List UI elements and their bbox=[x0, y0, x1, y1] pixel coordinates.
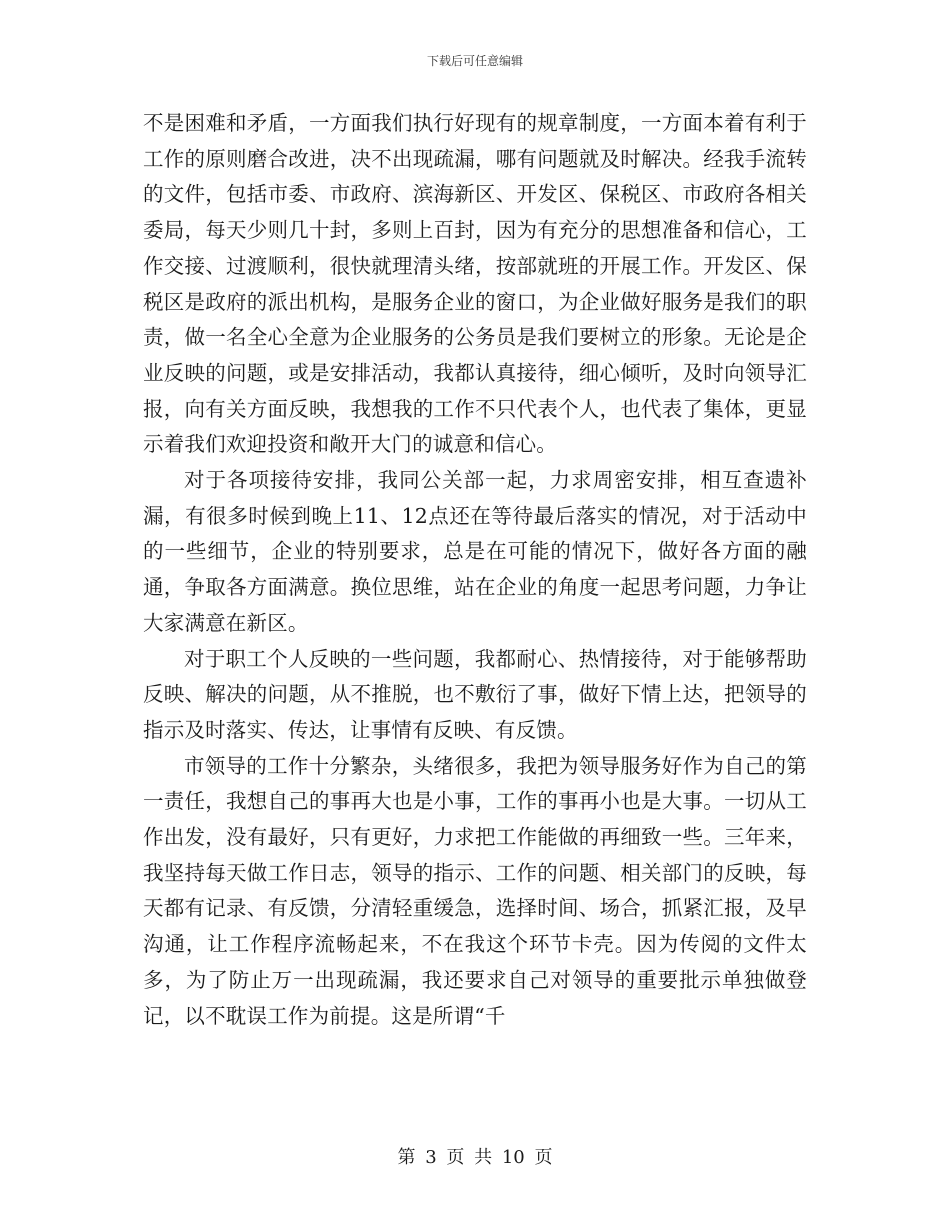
page-header: 下载后可任意编辑 bbox=[426, 54, 523, 68]
page-footer: 第 3 页 共 10 页 bbox=[397, 1147, 553, 1168]
paragraph: 不是困难和矛盾，一方面我们执行好现有的规章制度，一方面本着有利于工作的原则磨合改进，决不出现疏漏，哪有问题就及时解决。经我手流转的文件，包括市委、市政府、滨海新区、开发区、保税区、市政府各相关委局，每天少则几十封，多则上百封，因为有充分的思想准备和信心，工作交接、过渡顺利，很快就理清头绪，按部就班的开展工作。开发区、保税区是政府的派出机构，是服务企业的窗口，为企业做好服务是我们的职责，做一名全心全意为企业服务的公务员是我们要树立的形象。无论是企业反映的问题，或是安排活动，我都认真接待，细心倾听，及时向领导汇报，向有关方面反映，我想我的工作不只代表个人，也代表了集体，更显示着我们欢迎投资和敞开大门的诚意和信心。 bbox=[143, 111, 807, 457]
paragraph: 市领导的工作十分繁杂，头绪很多，我把为领导服务好作为自己的第一责任，我想自己的事再大也是小事，工作的事再小也是大事。一切从工作出发，没有最好，只有更好，力求把工作能做的再细致一些。三年来，我坚持每天做工作日志，领导的指示、工作的问题、相关部门的反映，每天都有记录、有反馈，分清轻重缓急，选择时间、场合，抓紧汇报，及早沟通，让工作程序流畅起来，不在我这个环节卡壳。因为传阅的文件太多，为了防止万一出现疏漏，我还要求自己对领导的重要批示单独做登记，以不耽误工作为前提。这是所谓“千 bbox=[143, 753, 807, 1028]
paragraph: 对于职工个人反映的一些问题，我都耐心、热情接待，对于能够帮助反映、解决的问题，从不推脱，也不敷衍了事，做好下情上达，把领导的指示及时落实、传达，让事情有反映、有反馈。 bbox=[143, 646, 807, 742]
document-body bbox=[143, 106, 807, 1034]
paragraph: 对于各项接待安排，我同公关部一起，力求周密安排，相互查遗补漏，有很多时候到晚上11、12点还在等待最后落实的情况，对于活动中的一些细节，企业的特别要求，总是在可能的情况下，做好各方面的融通，争取各方面满意。换位思维，站在企业的角度一起思考问题，力争让大家满意在新区。 bbox=[143, 468, 807, 635]
